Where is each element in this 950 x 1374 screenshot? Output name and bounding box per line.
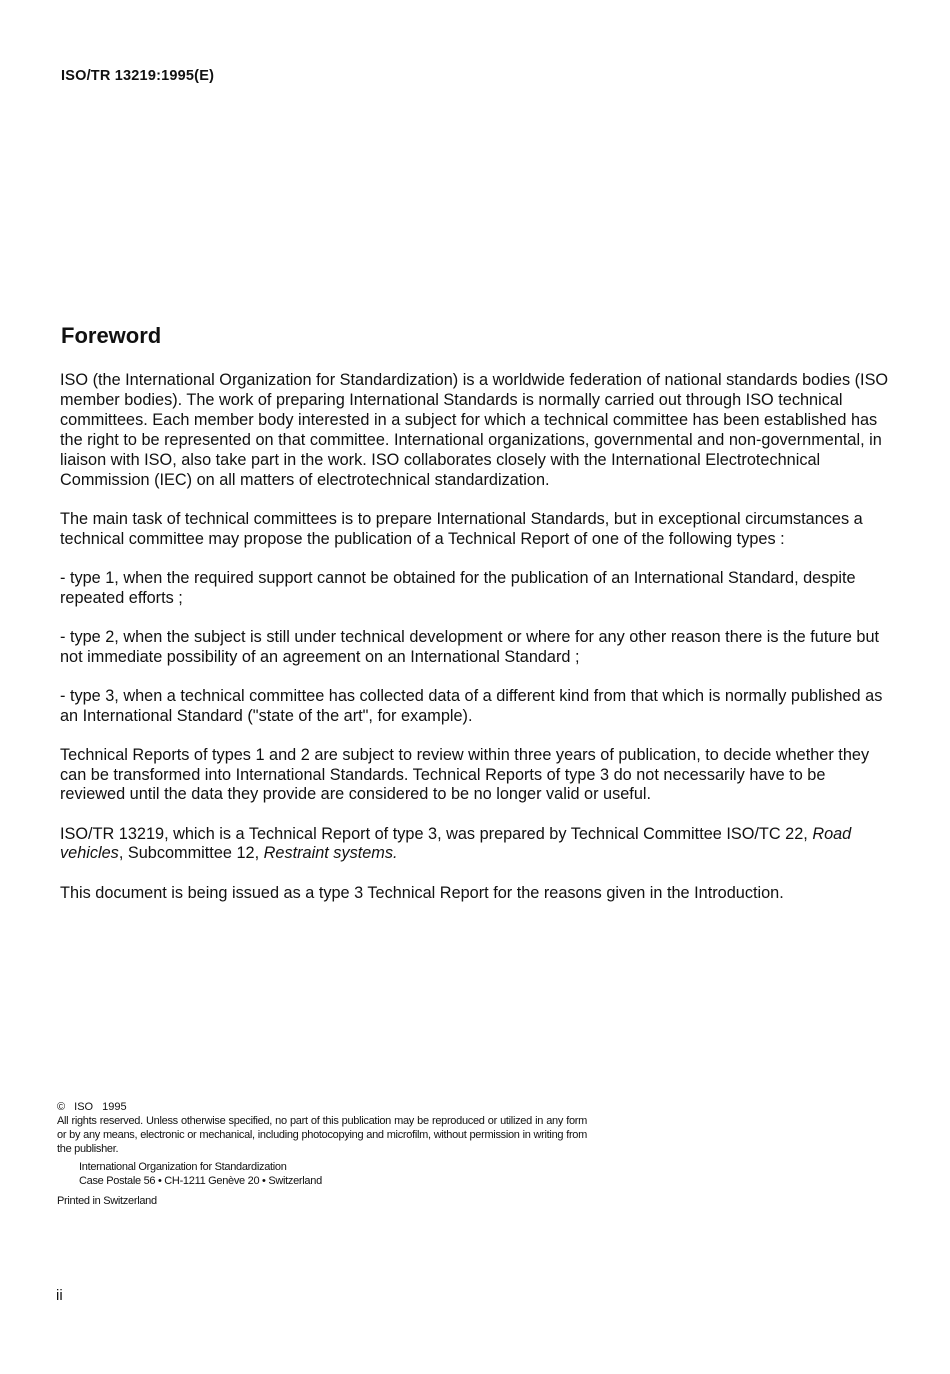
preparation-intro: ISO/TR 13219, which is a Technical Report of type 3, was prepared by Technical Committee ISO/TC 22, [60,824,813,843]
report-type-3: - type 3, when a technical committee has collected data of a different kind from that which is normally published as an International Standard ("state of the art", for example). [60,686,883,725]
publisher-address [79,1160,617,1188]
committee-name: Road vehicles [60,824,852,863]
printed-in: Printed in Switzerland [57,1195,157,1207]
foreword-paragraph-review: Technical Reports of types 1 and 2 are subject to review within three years of publication, to decide whether they can be transformed into International Standards. Technical Reports of type 3 do not necessarily have to be reviewed until the data they provide are considered to be no longer valid or useful. [60,745,870,804]
foreword-body [60,371,890,923]
report-type-2: - type 2, when the subject is still under technical development or where for any other reason there is the future but not immediate possibility of an agreement on an International Standard ; [60,627,880,666]
foreword-paragraph-preparation [60,825,890,865]
page-number: ii [56,1287,63,1304]
foreword-paragraph-issued: This document is being issued as a type 3 Technical Report for the reasons given in the Introduction. [60,883,784,902]
foreword-paragraph-main-task: The main task of technical committees is to prepare International Standards, but in exceptional circumstances a technical committee may propose the publication of a Technical Report of one of the following types : [60,509,863,548]
publisher-postal-address: Case Postale 56 • CH-1211 Genève 20 • Switzerland [79,1175,322,1187]
publisher-name: International Organization for Standardization [79,1161,287,1173]
copyright-line: © ISO 1995 [57,1101,127,1113]
report-type-1: - type 1, when the required support cannot be obtained for the publication of an International Standard, despite repeated efforts ; [60,568,856,607]
subcommittee-name: Restraint systems. [263,844,398,863]
rights-notice: All rights reserved. Unless otherwise specified, no part of this publication may be reproduced or utilized in any form or by any means, electronic or mechanical, including photocopying and microfilm, without permission in writing from the publisher. [57,1115,587,1155]
foreword-paragraph-iso: ISO (the International Organization for Standardization) is a worldwide federation of national standards bodies (ISO member bodies). The work of preparing International Standards is normally carried out through ISO technical committees. Each member body interested in a subject for which a technical committee has been established has the right to be represented on that committee. International organizations, governmental and non-governmental, in liaison with ISO, also take part in the work. ISO collaborates closely with the International Electrotechnical Commission (IEC) on all matters of electrotechnical standardization. [60,371,889,489]
foreword-heading: Foreword [61,323,162,348]
copyright-footer [57,1100,617,1208]
document-id-header: ISO/TR 13219:1995(E) [61,68,215,84]
preparation-mid: , Subcommittee 12, [118,844,264,863]
